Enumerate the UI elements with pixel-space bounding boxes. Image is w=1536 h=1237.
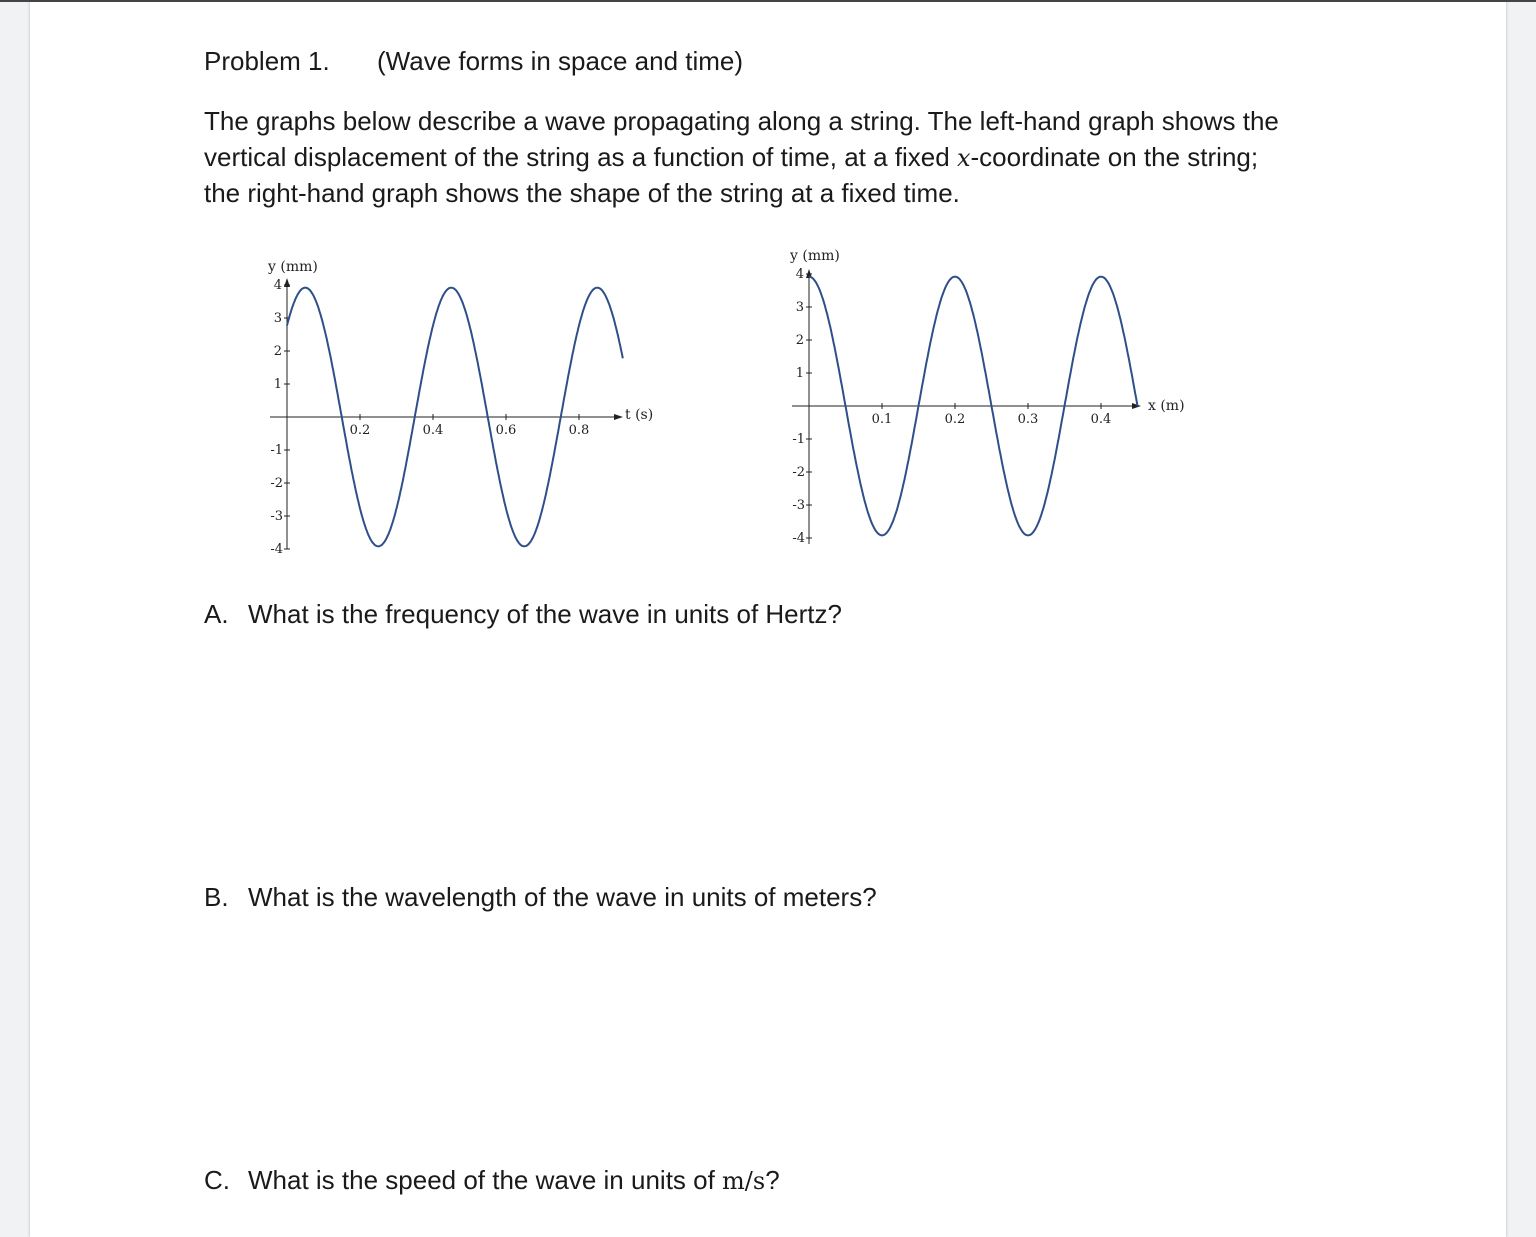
question-c <box>204 1165 780 1196</box>
time-y-tick-label: 1 <box>273 377 282 392</box>
space-y-tick-label: -4 <box>792 531 805 546</box>
space-y-tick-label: -2 <box>792 465 805 480</box>
question-b-text: What is the wavelength of the wave in units of meters? <box>248 882 877 912</box>
line2-part-b: -coordinate on the string; <box>970 141 1259 172</box>
question-c-letter: C. <box>204 1165 230 1195</box>
space-x-tick-label: 0.4 <box>1090 412 1112 427</box>
question-a <box>204 599 842 630</box>
time-y-tick-label: -2 <box>270 476 283 491</box>
space-graph-x-label: x (m) <box>1148 398 1185 414</box>
space-graph-y-label: y (mm) <box>790 248 840 264</box>
time-x-tick-label: 0.2 <box>349 423 371 438</box>
time-y-tick-label: 4 <box>273 278 282 293</box>
space-graph-axes <box>792 269 1141 544</box>
problem-number: Problem 1. <box>204 46 330 76</box>
time-y-tick-label: -3 <box>270 509 283 524</box>
question-b-letter: B. <box>204 882 229 912</box>
space-y-tick-label: 1 <box>795 366 804 381</box>
space-y-tick-label: 2 <box>795 333 804 348</box>
question-b <box>204 882 877 913</box>
question-a-letter: A. <box>204 599 229 629</box>
question-c-text: What is the speed of the wave in units of <box>248 1165 723 1195</box>
time-y-tick-label: 3 <box>273 311 282 326</box>
space-y-tick-label: -3 <box>792 498 805 513</box>
time-graph-y-label: y (mm) <box>268 259 318 275</box>
space-x-tick-label: 0.3 <box>1017 412 1039 427</box>
x-variable: x <box>956 143 971 172</box>
time-x-tick-label: 0.8 <box>568 423 590 438</box>
time-x-tick-label: 0.6 <box>495 423 517 438</box>
question-c-end: ? <box>765 1165 780 1195</box>
time-y-tick-label: -1 <box>270 443 283 458</box>
question-a-text: What is the frequency of the wave in units of Hertz? <box>248 599 842 629</box>
description-line-3: the right-hand graph shows the shape of the string at a fixed time. <box>204 178 960 208</box>
line2-part-a: vertical displacement of the string as a function of time, at a fixed <box>204 141 957 172</box>
space-x-tick-label: 0.1 <box>871 412 893 427</box>
time-x-tick-label: 0.4 <box>422 423 444 438</box>
description-line-1: The graphs below describe a wave propagating along a string. The left-hand graph shows the <box>204 106 1279 136</box>
space-y-tick-label: 4 <box>795 267 804 282</box>
problem-subtitle: (Wave forms in space and time) <box>377 46 744 76</box>
time-y-tick-label: -4 <box>270 542 283 557</box>
space-y-tick-label: -1 <box>792 432 805 447</box>
speed-unit: m/s <box>722 1167 766 1195</box>
space-y-tick-label: 3 <box>795 300 804 315</box>
time-y-tick-label: 2 <box>273 344 282 359</box>
time-graph-x-label: t (s) <box>625 407 654 423</box>
space-x-tick-label: 0.2 <box>944 412 966 427</box>
